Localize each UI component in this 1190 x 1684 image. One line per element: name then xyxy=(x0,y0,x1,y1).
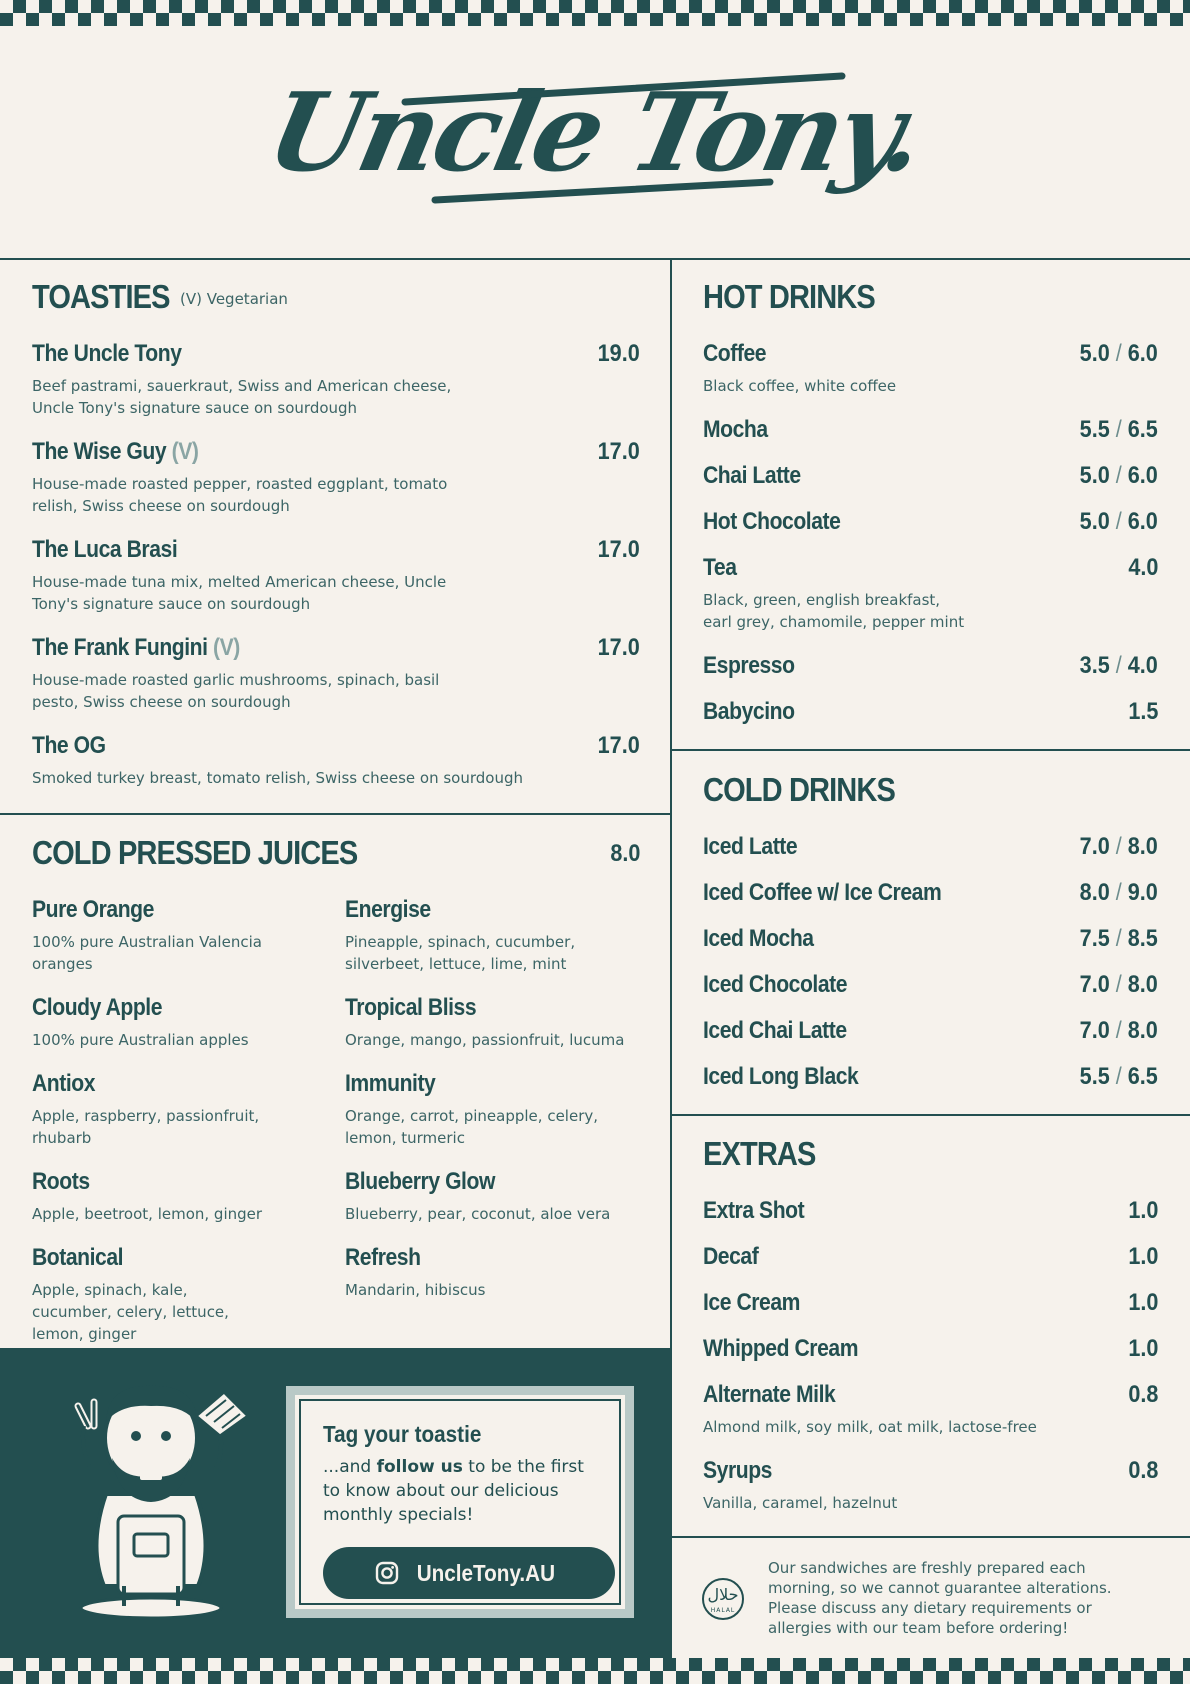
juice-desc: 100% pure Australian apples xyxy=(32,1031,249,1049)
promo-text: ...and follow us to be the first to know about our delicious monthly specials! xyxy=(323,1457,584,1525)
juice-desc: Apple, raspberry, passionfruit, rhubarb xyxy=(32,1107,260,1147)
extra-price: 1.0 xyxy=(1127,1243,1158,1270)
toastie-price: 17.0 xyxy=(597,536,640,563)
juice-desc: Apple, beetroot, lemon, ginger xyxy=(32,1205,263,1223)
juices-price: 8.0 xyxy=(609,840,640,867)
toastie-name: The OG xyxy=(32,732,106,759)
toastie-desc: Beef pastrami, sauerkraut, Swiss and American cheese, Uncle Tony's signature sauce on sourdough xyxy=(32,377,452,417)
extra-name: Ice Cream xyxy=(703,1289,801,1316)
hot-drink-price: 5.5 / 6.5 xyxy=(1079,416,1158,443)
cold-drink-name: Iced Chocolate xyxy=(703,971,848,998)
toastie-name: The Luca Brasi xyxy=(32,536,178,563)
juice-desc: 100% pure Australian Valencia oranges xyxy=(32,933,262,973)
extra-desc: Almond milk, soy milk, oat milk, lactose-free xyxy=(703,1418,1037,1436)
hot-drink-price: 5.0 / 6.0 xyxy=(1079,462,1158,489)
hot-drink-price: 4.0 xyxy=(1127,554,1158,581)
toastie-desc: House-made tuna mix, melted American cheese, Uncle Tony's signature sauce on sourdough xyxy=(32,573,447,613)
instagram-handle-button[interactable] xyxy=(323,1547,615,1599)
logo xyxy=(0,60,1190,220)
promo-card xyxy=(286,1386,634,1618)
toastie-desc: House-made roasted garlic mushrooms, spinach, basil pesto, Swiss cheese on sourdough xyxy=(32,671,440,711)
juice-name: Cloudy Apple xyxy=(32,994,163,1021)
hot-drink-desc: Black coffee, white coffee xyxy=(703,377,897,395)
hot-drink-desc: Black, green, english breakfast, earl grey, chamomile, pepper mint xyxy=(703,591,965,631)
hot-drink-price: 5.0 / 6.0 xyxy=(1079,508,1158,535)
instagram-icon xyxy=(375,1561,399,1585)
cold-drink-name: Iced Long Black xyxy=(703,1063,859,1090)
cold-drink-name: Iced Coffee w/ Ice Cream xyxy=(703,879,942,906)
veg-tag: (V) xyxy=(212,634,240,661)
dietary-notice: Our sandwiches are freshly prepared each morning, so we cannot guarantee alterations. Please discuss any dietary requirements or allergies with our team before ordering! xyxy=(768,1559,1112,1637)
checker-border-bottom xyxy=(0,1658,1190,1684)
instagram-handle: UncleTony.AU xyxy=(416,1559,556,1586)
juice-desc: Orange, carrot, pineapple, celery, lemon, turmeric xyxy=(345,1107,599,1147)
cold-drink-price: 8.0 / 9.0 xyxy=(1079,879,1158,906)
juice-name: Refresh xyxy=(345,1244,421,1271)
juice-desc: Pineapple, spinach, cucumber, silverbeet, lettuce, lime, mint xyxy=(345,933,576,973)
promo-title: Tag your toastie xyxy=(323,1421,482,1447)
hot-drink-name: Mocha xyxy=(703,416,768,443)
veg-tag: (V) xyxy=(171,438,199,465)
juice-name: Botanical xyxy=(32,1244,124,1271)
cold-drink-price: 5.5 / 6.5 xyxy=(1079,1063,1158,1090)
extra-name: Decaf xyxy=(703,1243,759,1270)
extra-name: Extra Shot xyxy=(703,1197,805,1224)
rule-right-3 xyxy=(671,1536,1190,1538)
cold-drink-name: Iced Latte xyxy=(703,833,798,860)
juice-name: Energise xyxy=(345,896,431,923)
toastie-name: The Uncle Tony xyxy=(32,340,182,367)
toastie-price: 19.0 xyxy=(597,340,640,367)
juice-desc: Orange, mango, passionfruit, lucuma xyxy=(345,1031,625,1049)
juice-desc: Apple, spinach, kale, cucumber, celery, lettuce, lemon, ginger xyxy=(32,1281,229,1343)
hot-drink-name: Chai Latte xyxy=(703,462,801,489)
cold-drink-price: 7.0 / 8.0 xyxy=(1079,833,1158,860)
juice-name: Roots xyxy=(32,1168,90,1195)
rule-header xyxy=(0,258,1190,260)
toastie-desc: House-made roasted pepper, roasted eggplant, tomato relish, Swiss cheese on sourdough xyxy=(32,475,448,515)
rule-left-mid xyxy=(0,813,671,815)
hot-drink-price: 3.5 / 4.0 xyxy=(1079,652,1158,679)
checker-border-top xyxy=(0,0,1190,26)
hot-drink-price: 5.0 / 6.0 xyxy=(1079,340,1158,367)
extra-name: Whipped Cream xyxy=(703,1335,859,1362)
halal-badge-label: HALAL xyxy=(710,1607,736,1614)
hot-drink-name: Espresso xyxy=(703,652,795,679)
extra-desc: Vanilla, caramel, hazelnut xyxy=(703,1494,898,1512)
hot-drink-name: Coffee xyxy=(703,340,767,367)
halal-badge-arabic: حلال xyxy=(707,1585,739,1604)
extra-price: 1.0 xyxy=(1127,1289,1158,1316)
juice-name: Pure Orange xyxy=(32,896,154,923)
promo-card-inner xyxy=(299,1399,621,1605)
cold-drink-name: Iced Mocha xyxy=(703,925,814,952)
cold-drink-name: Iced Chai Latte xyxy=(703,1017,847,1044)
logo-underline-strokes xyxy=(0,60,1190,220)
rule-right-2 xyxy=(671,1114,1190,1116)
cold-drinks-title: COLD DRINKS xyxy=(703,771,895,808)
toastie-price: 17.0 xyxy=(597,438,640,465)
extra-price: 1.0 xyxy=(1127,1197,1158,1224)
hot-drinks-title: HOT DRINKS xyxy=(703,278,875,315)
logo-text: Uncle Tony. xyxy=(257,70,933,196)
extra-name: Syrups xyxy=(703,1457,772,1484)
extra-price: 0.8 xyxy=(1127,1457,1158,1484)
juice-name: Antiox xyxy=(32,1070,96,1097)
hot-drink-name: Tea xyxy=(703,554,737,581)
extras-title: EXTRAS xyxy=(703,1135,816,1172)
hot-drink-name: Babycino xyxy=(703,698,795,725)
juices-title: COLD PRESSED JUICES xyxy=(32,834,358,871)
toastie-price: 17.0 xyxy=(597,634,640,661)
juice-desc: Mandarin, hibiscus xyxy=(345,1281,486,1299)
toastie-name: The Wise Guy (V) xyxy=(32,438,199,465)
hot-drink-name: Hot Chocolate xyxy=(703,508,841,535)
halal-badge-icon xyxy=(702,1578,744,1620)
veg-note: (V) Vegetarian xyxy=(180,290,288,308)
cold-drink-price: 7.0 / 8.0 xyxy=(1079,971,1158,998)
extra-name: Alternate Milk xyxy=(703,1381,836,1408)
mascot-illustration xyxy=(48,1376,254,1622)
juice-name: Tropical Bliss xyxy=(345,994,477,1021)
toasties-title: TOASTIES xyxy=(32,278,170,315)
cold-drink-price: 7.5 / 8.5 xyxy=(1079,925,1158,952)
hot-drink-price: 1.5 xyxy=(1127,698,1158,725)
toastie-name: The Frank Fungini (V) xyxy=(32,634,240,661)
toastie-price: 17.0 xyxy=(597,732,640,759)
juice-name: Blueberry Glow xyxy=(345,1168,495,1195)
cold-drink-price: 7.0 / 8.0 xyxy=(1079,1017,1158,1044)
extra-price: 0.8 xyxy=(1127,1381,1158,1408)
rule-right-1 xyxy=(671,749,1190,751)
juice-desc: Blueberry, pear, coconut, aloe vera xyxy=(345,1205,611,1223)
extra-price: 1.0 xyxy=(1127,1335,1158,1362)
toastie-desc: Smoked turkey breast, tomato relish, Swiss cheese on sourdough xyxy=(32,769,523,787)
juice-name: Immunity xyxy=(345,1070,436,1097)
